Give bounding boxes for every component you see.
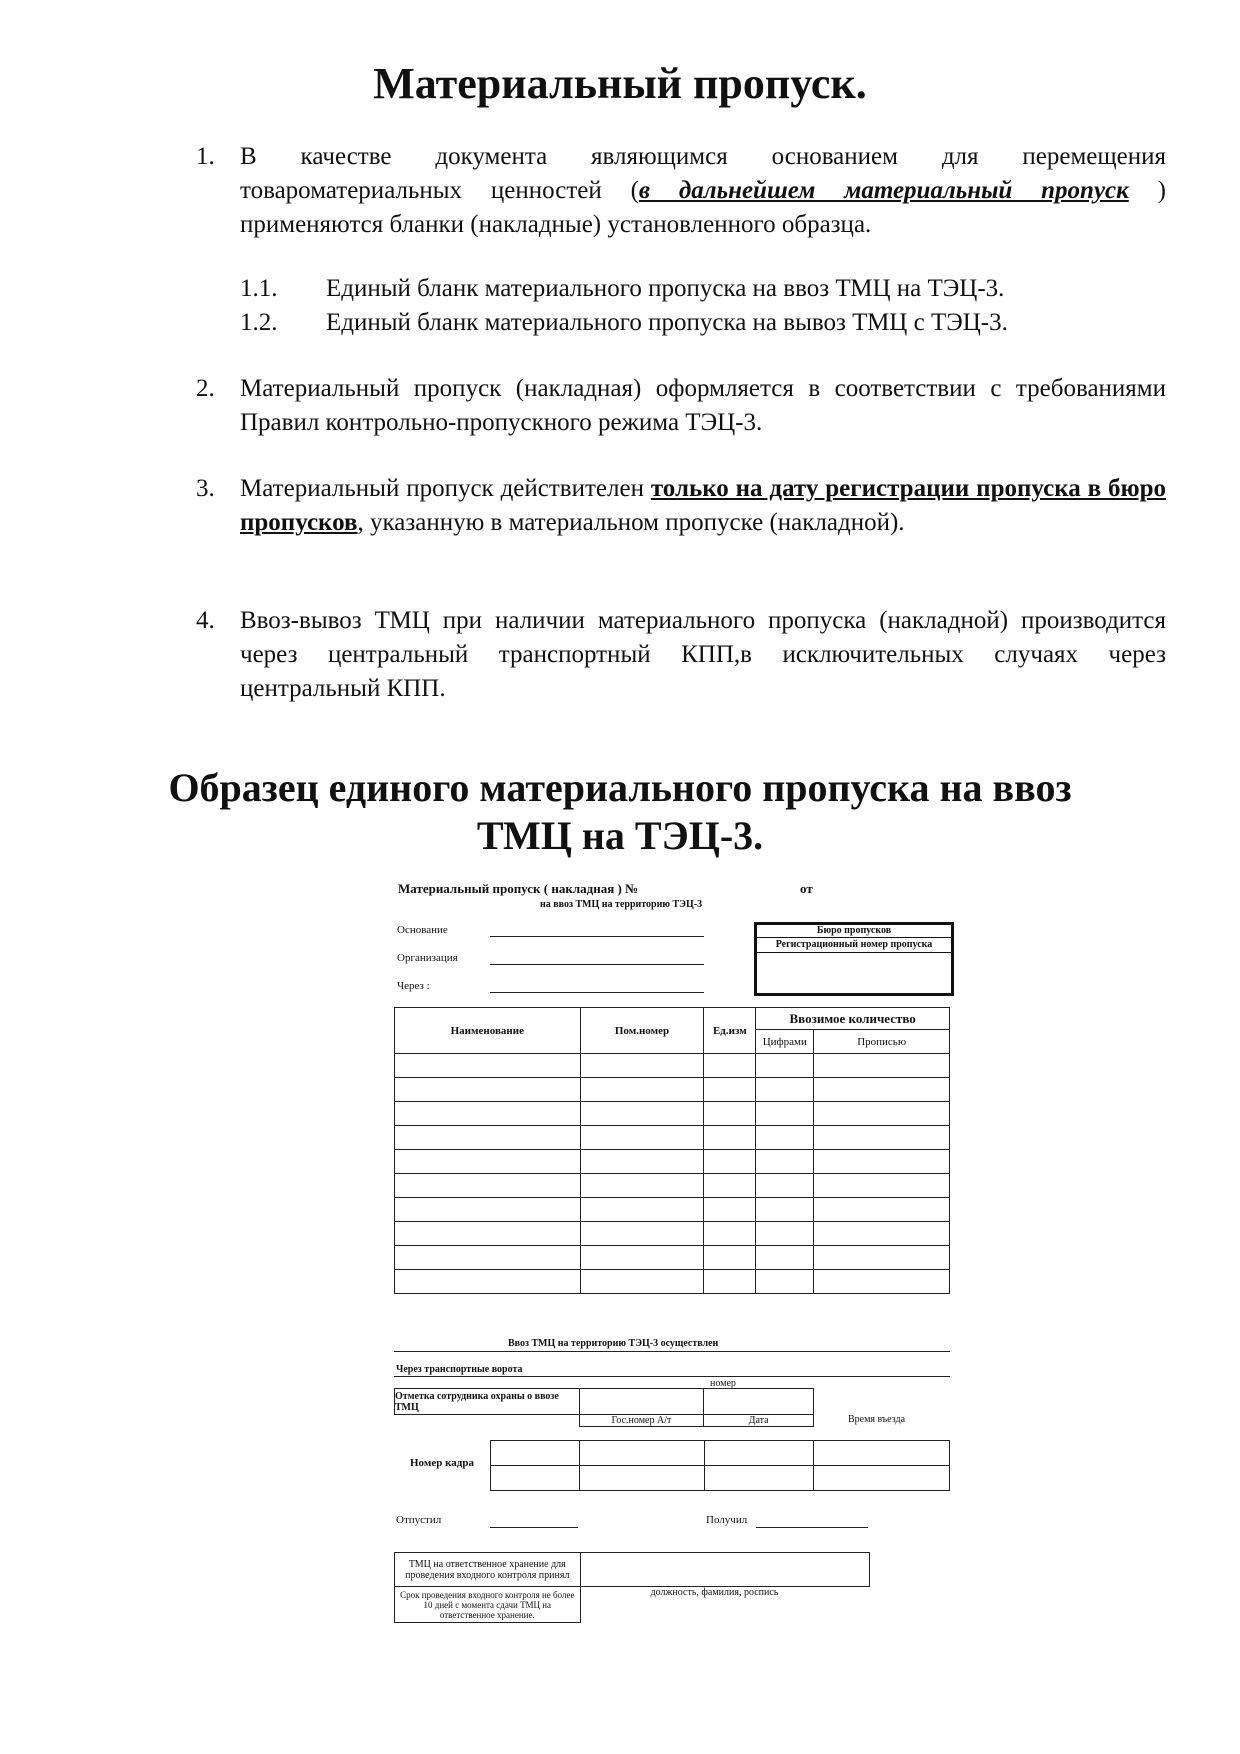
signature-line — [756, 1527, 868, 1528]
list-item-4: 4. Ввоз-вывоз ТМЦ при наличии материального пропуска (накладной) производится через центральный транспортный КПП,в исключительных случаях через центральный КПП. — [196, 607, 1166, 702]
table-cell — [580, 1102, 704, 1126]
table-cell — [814, 1150, 950, 1174]
frame-number-label: Номер кадра — [410, 1457, 474, 1469]
table-cell — [756, 1054, 814, 1078]
table-cell — [756, 1126, 814, 1150]
column-header: Цифрами — [756, 1030, 814, 1054]
table-cell — [814, 1198, 950, 1222]
table-cell — [395, 1054, 581, 1078]
list-item-2: 2. Материальный пропуск (накладная) оформляется в соответствии с требованиями Правил контрольно-пропускного режима ТЭЦ-3. — [196, 375, 1166, 436]
table-row — [395, 1102, 950, 1126]
table-cell — [704, 1054, 756, 1078]
table-cell — [704, 1270, 756, 1294]
table-cell — [395, 1150, 581, 1174]
form-subheader: на ввоз ТМЦ на территорию ТЭЦ-3 — [540, 899, 703, 910]
table-row — [395, 1246, 950, 1270]
number-label: номер — [710, 1378, 736, 1389]
signature-line — [490, 1527, 578, 1528]
table-cell — [704, 1174, 756, 1198]
gates-label: Через транспортные ворота — [396, 1364, 523, 1375]
sub-item-1-2: 1.2. Единый бланк материального пропуска на вывоз ТМЦ с ТЭЦ-3. — [240, 309, 1008, 336]
table-cell — [580, 1078, 704, 1102]
field-label-organization: Организация — [397, 952, 458, 964]
column-header: Наименование — [395, 1008, 581, 1054]
table-row — [395, 1222, 950, 1246]
table-cell — [814, 1078, 950, 1102]
field-line — [490, 964, 704, 965]
table-cell — [395, 1222, 581, 1246]
sub-item-1-1: 1.1. Единый бланк материального пропуска на ввоз ТМЦ на ТЭЦ-3. — [240, 275, 1005, 302]
form-header: Материальный пропуск ( накладная ) № — [398, 881, 639, 896]
table-cell — [580, 1174, 704, 1198]
table-cell — [395, 1078, 581, 1102]
table-row — [395, 1174, 950, 1198]
table-cell — [704, 1126, 756, 1150]
goods-table — [394, 1007, 950, 1294]
guard-mark-label: Отметка сотрудника охраны о ввозе ТМЦ — [395, 1389, 580, 1415]
table-cell — [395, 1102, 581, 1126]
column-header: Ед.изм — [704, 1008, 756, 1054]
deadline-label: Срок проведения входного контроля не более 10 дней с момента сдачи ТМЦ на ответственное хранение. — [395, 1587, 581, 1623]
emphasis-text: только на дату регистрации пропуска в бюро пропусков — [240, 475, 1166, 536]
table-cell — [704, 1102, 756, 1126]
bureau-box: Бюро пропусков Регистрационный номер пропуска — [754, 922, 954, 996]
table-row — [395, 1150, 950, 1174]
table-cell — [580, 1126, 704, 1150]
list-item-number: 1. — [196, 143, 215, 170]
form-header-date: от — [800, 881, 813, 896]
table-cell — [814, 1174, 950, 1198]
table-cell — [756, 1270, 814, 1294]
table-row — [395, 1054, 950, 1078]
table-cell — [814, 1222, 950, 1246]
table-cell — [756, 1102, 814, 1126]
table-cell — [704, 1198, 756, 1222]
table-cell — [814, 1102, 950, 1126]
field-line — [490, 936, 704, 937]
table-row — [395, 1126, 950, 1150]
table-cell — [395, 1270, 581, 1294]
list-item-1: 1. В качестве документа являющимся основанием для перемещения товароматериальных ценностей (в дальнейшем материальный пропуск ) применяются бланки (накладные) установленного образца. — [196, 140, 1166, 242]
plate-label: Гос.номер А/т — [579, 1415, 704, 1427]
table-cell — [756, 1222, 814, 1246]
table-cell — [814, 1246, 950, 1270]
field-label-basis: Основание — [397, 924, 448, 936]
storage-table — [394, 1552, 870, 1623]
frame-table — [490, 1440, 950, 1491]
table-row — [395, 1270, 950, 1294]
table-cell — [580, 1246, 704, 1270]
table-cell — [704, 1150, 756, 1174]
table-cell — [814, 1054, 950, 1078]
column-header: Пом.номер — [580, 1008, 704, 1054]
table-cell — [704, 1246, 756, 1270]
table-row — [395, 1198, 950, 1222]
guard-table — [394, 1388, 814, 1427]
entry-time-label: Время въезда — [848, 1414, 906, 1425]
table-cell — [395, 1198, 581, 1222]
column-header: Прописью — [814, 1030, 950, 1054]
received-label: Получил — [706, 1514, 748, 1526]
emphasis-text: в дальнейшем материальный пропуск — [638, 177, 1129, 204]
column-header: Ввозимое количество — [756, 1008, 950, 1030]
table-cell — [395, 1174, 581, 1198]
field-line — [490, 992, 704, 993]
divider — [394, 1351, 950, 1352]
field-label-via: Через : — [397, 980, 430, 992]
signature-caption: должность, фамилия, роспись — [650, 1587, 779, 1598]
table-cell — [814, 1126, 950, 1150]
table-cell — [395, 1126, 581, 1150]
table-row — [395, 1078, 950, 1102]
table-cell — [756, 1174, 814, 1198]
table-cell — [395, 1246, 581, 1270]
table-cell — [704, 1078, 756, 1102]
table-cell — [580, 1054, 704, 1078]
sample-title: Образец единого материального пропуска на ввоз ТМЦ на ТЭЦ-3. — [168, 765, 1072, 858]
table-cell — [814, 1270, 950, 1294]
table-cell — [580, 1222, 704, 1246]
list-item-3: 3. Материальный пропуск действителен только на дату регистрации пропуска в бюро пропусков, указанную в материальном пропуске (накладной). — [196, 475, 1166, 536]
table-cell — [756, 1150, 814, 1174]
divider — [394, 1376, 950, 1377]
table-cell — [756, 1246, 814, 1270]
page-title: Материальный пропуск. — [373, 59, 867, 108]
table-cell — [704, 1222, 756, 1246]
storage-label: ТМЦ на ответственное хранение для проведения входного контроля принял — [395, 1553, 581, 1587]
entry-done-label: Ввоз ТМЦ на территорию ТЭЦ-3 осуществлен — [508, 1338, 719, 1349]
table-cell — [756, 1078, 814, 1102]
released-label: Отпустил — [396, 1514, 442, 1526]
table-cell — [580, 1270, 704, 1294]
date-label: Дата — [704, 1415, 814, 1427]
table-cell — [580, 1198, 704, 1222]
table-cell — [580, 1150, 704, 1174]
table-cell — [756, 1198, 814, 1222]
